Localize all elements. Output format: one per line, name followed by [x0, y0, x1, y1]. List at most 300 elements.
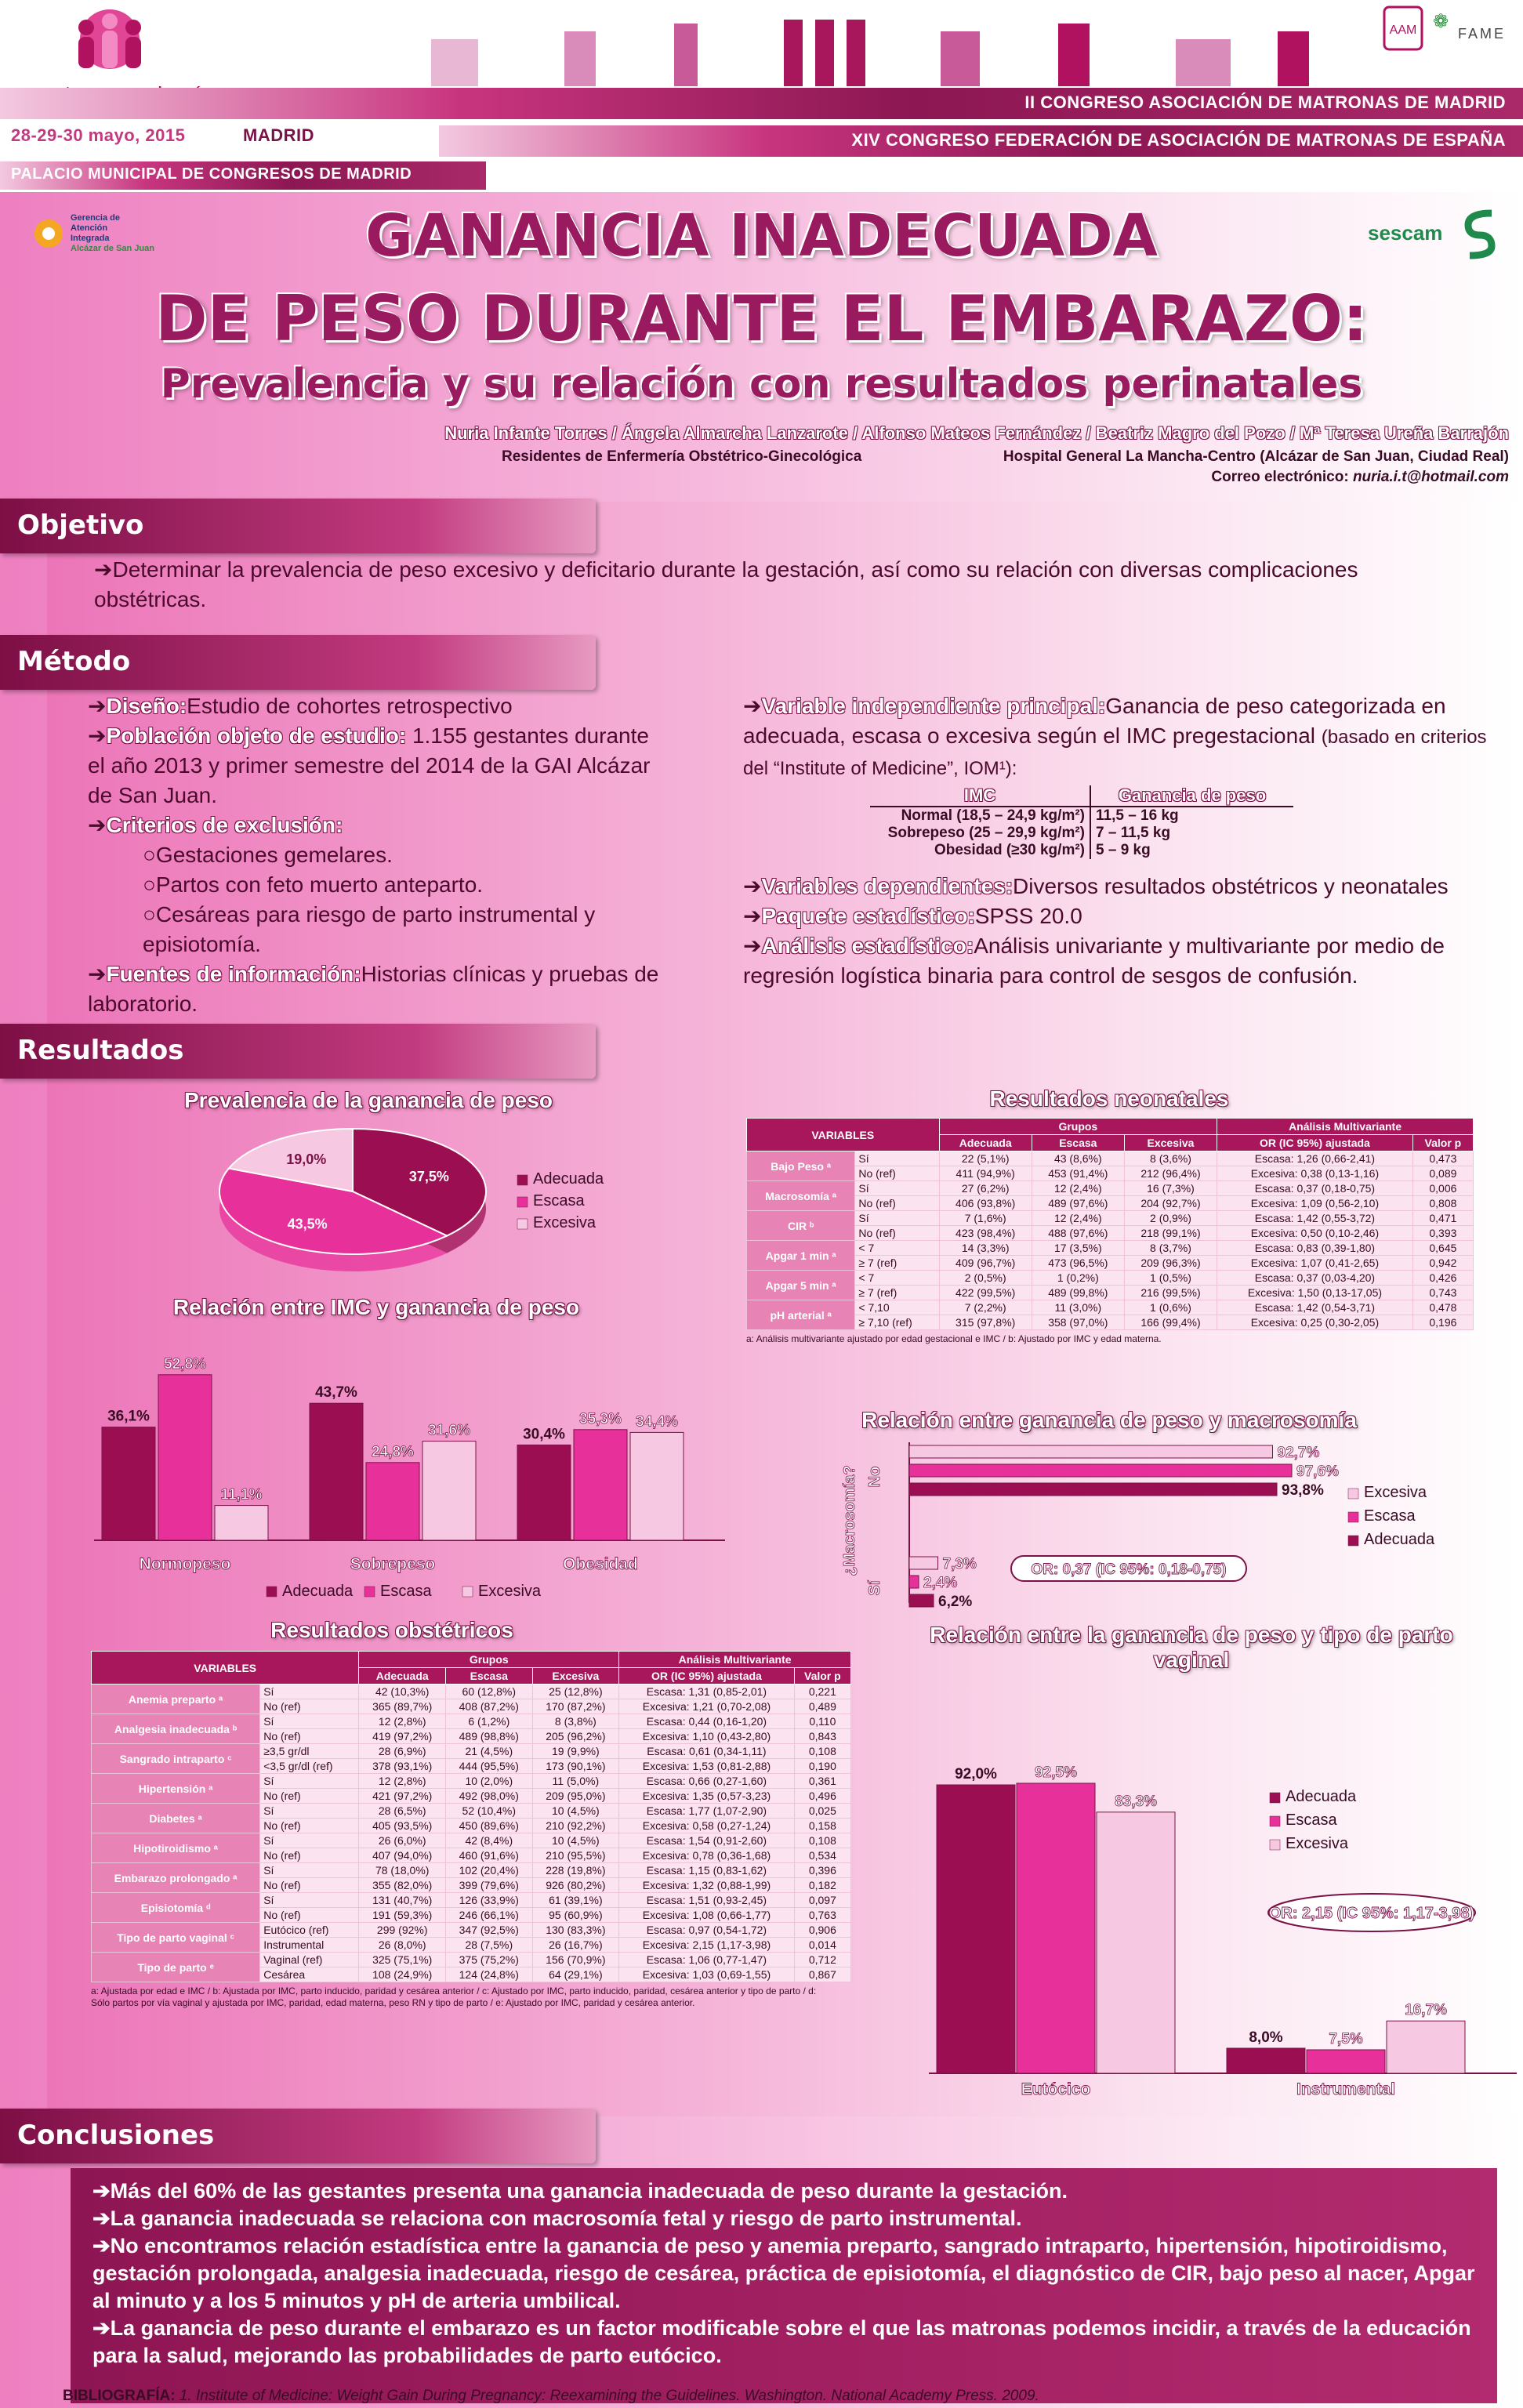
- bar-excesiva: [909, 1445, 1273, 1458]
- value-cell: 488 (97,6%): [1032, 1226, 1124, 1241]
- subheader-cell: Escasa: [446, 1668, 533, 1685]
- criterio-1-text: Gestaciones gemelares.: [155, 843, 393, 867]
- value-cell: Escasa: 0,37 (0,03-4,20): [1217, 1271, 1413, 1286]
- table-row: [747, 1315, 1474, 1330]
- conclusion-text: Más del 60% de las gestantes presenta una ganancia inadecuada de peso durante la gestación.: [110, 2179, 1068, 2203]
- table-row: [92, 1685, 851, 1699]
- table-row: [747, 1271, 1474, 1286]
- objetivo-sentence: Determinar la prevalencia de peso excesivo y deficitario durante la gestación, así como su relación con diversas complicaciones obstétricas.: [94, 557, 1358, 611]
- table-row: [747, 1226, 1474, 1241]
- value-cell: 12 (2,8%): [359, 1774, 446, 1789]
- value-cell: 355 (82,0%): [359, 1878, 446, 1893]
- title-line-1: GANANCIA INADECUADA: [365, 202, 1158, 270]
- value-cell: 26 (8,0%): [359, 1938, 446, 1953]
- subheader-cell: Adecuada: [359, 1668, 446, 1685]
- subheader-cell: Excesiva: [1124, 1135, 1217, 1151]
- bar-adecuada: [937, 1785, 1015, 2073]
- paquete-row: [743, 901, 1496, 931]
- or-annotation: OR: 2,15 (IC 95%: 1,17-3,98): [1268, 1905, 1475, 1922]
- city: MADRID: [243, 125, 314, 145]
- table-row: [92, 1774, 851, 1789]
- fuentes-value: Historias clínicas y pruebas de laboratorio.: [88, 962, 659, 1016]
- value-cell: 6 (1,2%): [446, 1714, 533, 1729]
- value-cell: Excesiva: 1,08 (0,66-1,77): [619, 1908, 795, 1923]
- header-grupos: Grupos: [359, 1652, 619, 1668]
- bar-data-label: 83,3%: [1115, 1793, 1157, 1810]
- category-label: Normopeso: [139, 1555, 231, 1573]
- table-row: [747, 1300, 1474, 1315]
- value-cell: 406 (93,8%): [939, 1196, 1032, 1211]
- level-cell: ≥ 7 (ref): [855, 1286, 939, 1300]
- table-row: [747, 1196, 1474, 1211]
- conclusion-text: La ganancia de peso durante el embarazo es un factor modificable sobre el que las matronas podemos incidir, a través de la educación para la salud, mejorando las probabilidades de parto eutócico.: [92, 2316, 1471, 2367]
- bar-excesiva: [630, 1432, 684, 1540]
- value-cell: 126 (33,9%): [446, 1893, 533, 1908]
- bar-adecuada: [517, 1445, 571, 1540]
- value-cell: Escasa: 1,26 (0,66-2,41): [1217, 1151, 1413, 1166]
- bar-data-label: 92,7%: [1277, 1445, 1320, 1461]
- value-cell: 102 (20,4%): [446, 1863, 533, 1878]
- level-cell: < 7: [855, 1241, 939, 1256]
- value-cell: 0,489: [794, 1699, 850, 1714]
- value-cell: Escasa: 1,06 (0,77-1,47): [619, 1953, 795, 1967]
- criterios-label: Criterios de exclusión:: [106, 813, 343, 837]
- level-cell: < 7,10: [855, 1300, 939, 1315]
- pie-title: Prevalencia de la ganancia de peso: [184, 1088, 553, 1112]
- value-cell: 28 (6,9%): [359, 1744, 446, 1759]
- level-cell: Sí: [260, 1714, 359, 1729]
- bar-adecuada: [1227, 2048, 1305, 2073]
- value-cell: 460 (91,6%): [446, 1848, 533, 1863]
- legend-swatch: [517, 1175, 528, 1185]
- value-cell: 8 (3,8%): [532, 1714, 619, 1729]
- level-cell: No (ref): [260, 1908, 359, 1923]
- criterio-3: ○Cesáreas para riesgo de parto instrumental y episiotomía.: [143, 902, 596, 956]
- value-cell: 0,393: [1412, 1226, 1473, 1241]
- variable-cell: Tipo de parto vaginal ᶜ: [92, 1923, 260, 1953]
- value-cell: 407 (94,0%): [359, 1848, 446, 1863]
- analisis-value: Análisis univariante y multivariante por medio de regresión logística binaria para control de sesgos de confusión.: [743, 934, 1445, 988]
- value-cell: 347 (92,5%): [446, 1923, 533, 1938]
- table-row: [92, 1953, 851, 1967]
- value-cell: 2 (0,9%): [1124, 1211, 1217, 1226]
- gai-line-3: Integrada: [71, 234, 110, 243]
- value-cell: 405 (93,5%): [359, 1819, 446, 1833]
- bar-adecuada: [909, 1594, 934, 1607]
- value-cell: 0,843: [794, 1729, 850, 1744]
- level-cell: Sí: [855, 1211, 939, 1226]
- table-row: [92, 1923, 851, 1938]
- value-cell: 17 (3,5%): [1032, 1241, 1124, 1256]
- arrow-icon: ➔: [88, 723, 107, 748]
- value-cell: 61 (39,1%): [532, 1893, 619, 1908]
- authors: Nuria Infante Torres / Ángela Almarcha Lanzarote / Alfonso Mateos Fernández / Beatriz Magro del Pozo / Mª Teresa Ureña Barrajón: [444, 423, 1509, 443]
- arrow-icon: ➔: [92, 2316, 111, 2340]
- section-objetivo: Objetivo: [0, 499, 596, 553]
- value-cell: 489 (99,8%): [1032, 1286, 1124, 1300]
- value-cell: 422 (99,5%): [939, 1286, 1032, 1300]
- value-cell: Excesiva: 1,07 (0,41-2,65): [1217, 1256, 1413, 1271]
- value-cell: 205 (96,2%): [532, 1729, 619, 1744]
- value-cell: 130 (83,3%): [532, 1923, 619, 1938]
- legend-label: Escasa: [1364, 1507, 1416, 1525]
- var-dep-value: Diversos resultados obstétricos y neonatales: [1013, 874, 1449, 898]
- bar-excesiva: [1387, 2021, 1465, 2073]
- value-cell: Escasa: 0,83 (0,39-1,80): [1217, 1241, 1413, 1256]
- women-silhouettes-icon: [31, 4, 204, 82]
- value-cell: Escasa: 0,37 (0,18-0,75): [1217, 1181, 1413, 1196]
- bar-excesiva: [422, 1442, 476, 1540]
- y-axis-title: ¿Macrosomía?: [841, 1465, 858, 1576]
- value-cell: 42 (10,3%): [359, 1685, 446, 1699]
- bibliografia-label: BIBLIOGRAFÍA:: [63, 2388, 176, 2404]
- bar-adecuada: [310, 1403, 363, 1540]
- imc-row: [870, 807, 1293, 825]
- aam-emblem-icon: [1380, 4, 1427, 53]
- bar-adecuada: [102, 1427, 155, 1540]
- header-multivariante: Análisis Multivariante: [619, 1652, 851, 1668]
- level-cell: Sí: [855, 1151, 939, 1166]
- category-label: No: [866, 1466, 883, 1488]
- svg-text:AAM: AAM: [1389, 24, 1417, 37]
- bar-data-label: 7,3%: [942, 1556, 977, 1572]
- table-row: [92, 1833, 851, 1848]
- level-cell: No (ref): [260, 1699, 359, 1714]
- table-row: [92, 1893, 851, 1908]
- imc-cell: Normal (18,5 – 24,9 kg/m²): [901, 807, 1085, 824]
- legend-label: Adecuada: [1364, 1531, 1435, 1548]
- value-cell: 0,006: [1412, 1181, 1473, 1196]
- value-cell: 26 (6,0%): [359, 1833, 446, 1848]
- value-cell: 419 (97,2%): [359, 1729, 446, 1744]
- value-cell: 166 (99,4%): [1124, 1315, 1217, 1330]
- conclusion-item: [92, 2178, 1475, 2205]
- value-cell: Escasa: 0,66 (0,27-1,60): [619, 1774, 795, 1789]
- value-cell: 1 (0,6%): [1124, 1300, 1217, 1315]
- bar-escasa: [158, 1375, 212, 1540]
- value-cell: 12 (2,4%): [1032, 1181, 1124, 1196]
- legend-swatch: [517, 1197, 528, 1207]
- subheader-cell: Adecuada: [939, 1135, 1032, 1151]
- variable-cell: Apgar 5 min ᵃ: [747, 1271, 855, 1300]
- table-header-row: [747, 1119, 1474, 1135]
- imc-header-imc: IMC: [963, 785, 996, 805]
- section-metodo: Método: [0, 635, 596, 690]
- conclusion-text: La ganancia inadecuada se relaciona con macrosomía fetal y riesgo de parto instrumental.: [110, 2207, 1022, 2230]
- pie-data-label: 43,5%: [287, 1216, 328, 1232]
- variable-cell: Macrosomía ᵃ: [747, 1181, 855, 1211]
- imc-header-gain: Ganancia de peso: [1090, 785, 1293, 806]
- value-cell: 365 (89,7%): [359, 1699, 446, 1714]
- value-cell: 399 (79,6%): [446, 1878, 533, 1893]
- value-cell: 16 (7,3%): [1124, 1181, 1217, 1196]
- value-cell: Escasa: 1,54 (0,91-2,60): [619, 1833, 795, 1848]
- value-cell: 218 (99,1%): [1124, 1226, 1217, 1241]
- category-label: Eutócico: [1021, 2080, 1091, 2098]
- variable-cell: Embarazo prolongado ᵃ: [92, 1863, 260, 1893]
- legend-swatch: [1270, 1840, 1280, 1850]
- value-cell: Excesiva: 0,58 (0,27-1,24): [619, 1819, 795, 1833]
- table-row: [747, 1166, 1474, 1181]
- value-cell: 0,089: [1412, 1166, 1473, 1181]
- variable-cell: Apgar 1 min ᵃ: [747, 1241, 855, 1271]
- congress-logo: [31, 4, 204, 82]
- imc-cell: Obesidad (≥30 kg/m²): [934, 842, 1085, 858]
- value-cell: 52 (10,4%): [446, 1804, 533, 1819]
- dates: 28-29-30 mayo, 2015: [11, 125, 186, 145]
- sescam-text: sescam: [1368, 221, 1443, 245]
- value-cell: 0,361: [794, 1774, 850, 1789]
- value-cell: 108 (24,9%): [359, 1967, 446, 1982]
- legend-label: Excesiva: [1364, 1484, 1427, 1501]
- value-cell: 0,108: [794, 1833, 850, 1848]
- value-cell: 0,743: [1412, 1286, 1473, 1300]
- arrow-icon: ➔: [743, 904, 762, 928]
- variable-cell: Tipo de parto ᵉ: [92, 1953, 260, 1982]
- congress-line-2: XIV CONGRESO FEDERACIÓN DE ASOCIACIÓN DE MATRONAS DE ESPAÑA: [851, 130, 1506, 150]
- variable-cell: Episiotomía ᵈ: [92, 1893, 260, 1923]
- table-row: [747, 1241, 1474, 1256]
- category-label: Obesidad: [563, 1555, 638, 1573]
- value-cell: Excesiva: 1,21 (0,70-2,08): [619, 1699, 795, 1714]
- variable-cell: Sangrado intraparto ᶜ: [92, 1744, 260, 1774]
- conclusion-item: [92, 2205, 1475, 2232]
- value-cell: Excesiva: 0,38 (0,13-1,16): [1217, 1166, 1413, 1181]
- value-cell: Escasa: 0,97 (0,54-1,72): [619, 1923, 795, 1938]
- value-cell: 22 (5,1%): [939, 1151, 1032, 1166]
- level-cell: No (ref): [855, 1196, 939, 1211]
- bar-escasa: [574, 1430, 627, 1540]
- obstetric-table: [91, 1651, 851, 1982]
- value-cell: Escasa: 1,42 (0,54-3,71): [1217, 1300, 1413, 1315]
- category-label: Sobrepeso: [350, 1555, 436, 1573]
- value-cell: 0,473: [1412, 1151, 1473, 1166]
- paquete-label: Paquete estadístico:: [761, 904, 975, 928]
- metodo-left: [88, 691, 668, 1019]
- table-row: [747, 1211, 1474, 1226]
- diseno-label: Diseño:: [106, 694, 187, 718]
- gai-line-2: Atención: [71, 223, 108, 233]
- email[interactable]: nuria.i.t@hotmail.com: [1352, 469, 1509, 485]
- var-indep-row: [743, 691, 1496, 784]
- value-cell: 246 (66,1%): [446, 1908, 533, 1923]
- value-cell: Escasa: 1,51 (0,93-2,45): [619, 1893, 795, 1908]
- value-cell: Excesiva: 0,25 (0,30-2,05): [1217, 1315, 1413, 1330]
- arrow-icon: ➔: [88, 962, 107, 986]
- value-cell: 0,426: [1412, 1271, 1473, 1286]
- fame-icon: ❁: [1433, 11, 1449, 32]
- value-cell: 19 (9,9%): [532, 1744, 619, 1759]
- header-variables: VARIABLES: [92, 1652, 359, 1685]
- bar-data-label: 92,0%: [955, 1766, 997, 1782]
- obst-title: Resultados obstétricos: [270, 1618, 513, 1642]
- value-cell: Excesiva: 1,50 (0,13-17,05): [1217, 1286, 1413, 1300]
- value-cell: 212 (96,4%): [1124, 1166, 1217, 1181]
- bar-escasa: [1307, 2050, 1385, 2073]
- bar-excesiva: [1097, 1812, 1175, 2073]
- value-cell: 170 (87,2%): [532, 1699, 619, 1714]
- arrow-icon: ➔: [88, 694, 107, 718]
- variable-cell: Anemia preparto ᵃ: [92, 1685, 260, 1714]
- criterio-2: ○Partos con feto muerto anteparto.: [143, 872, 484, 897]
- parto-title: Relación entre la ganancia de peso y tipo de parto vaginal: [930, 1623, 1453, 1672]
- level-cell: No (ref): [260, 1729, 359, 1744]
- value-cell: 0,906: [794, 1923, 850, 1938]
- value-cell: 210 (95,5%): [532, 1848, 619, 1863]
- table-row: [92, 1804, 851, 1819]
- value-cell: 8 (3,6%): [1124, 1151, 1217, 1166]
- imc-header-row: [870, 785, 1293, 807]
- poblacion-row: [88, 721, 668, 811]
- diseno-row: [88, 691, 668, 721]
- value-cell: 0,014: [794, 1938, 850, 1953]
- table-row: [92, 1744, 851, 1759]
- variable-cell: Analgesia inadecuada ᵇ: [92, 1714, 260, 1744]
- variable-cell: CIR ᵇ: [747, 1211, 855, 1241]
- value-cell: 209 (96,3%): [1124, 1256, 1217, 1271]
- pie-data-label: 37,5%: [408, 1169, 449, 1185]
- value-cell: 27 (6,2%): [939, 1181, 1032, 1196]
- level-cell: No (ref): [260, 1878, 359, 1893]
- subheader-cell: Valor p: [794, 1668, 850, 1685]
- arrow-icon: ➔: [92, 2207, 111, 2230]
- analisis-row: [743, 931, 1496, 991]
- level-cell: Instrumental: [260, 1938, 359, 1953]
- bibliografia: [63, 2388, 1039, 2405]
- value-cell: 0,645: [1412, 1241, 1473, 1256]
- value-cell: Excesiva: 1,03 (0,69-1,55): [619, 1967, 795, 1982]
- value-cell: 28 (7,5%): [446, 1938, 533, 1953]
- value-cell: 7 (2,2%): [939, 1300, 1032, 1315]
- value-cell: 14 (3,3%): [939, 1241, 1032, 1256]
- bar-data-label: 97,6%: [1296, 1463, 1339, 1480]
- value-cell: 0,190: [794, 1759, 850, 1774]
- bar-data-label: 30,4%: [523, 1426, 565, 1443]
- fuentes-row: [88, 959, 668, 1019]
- value-cell: 28 (6,5%): [359, 1804, 446, 1819]
- arrow-icon: ➔: [743, 874, 762, 898]
- email-line: [1211, 469, 1509, 486]
- table-row: [92, 1863, 851, 1878]
- value-cell: 423 (98,4%): [939, 1226, 1032, 1241]
- value-cell: Excesiva: 1,53 (0,81-2,88): [619, 1759, 795, 1774]
- level-cell: No (ref): [260, 1848, 359, 1863]
- bar-data-label: 34,4%: [636, 1413, 678, 1431]
- value-cell: 11 (5,0%): [532, 1774, 619, 1789]
- legend-label: Adecuada: [1285, 1788, 1357, 1805]
- table-row: [747, 1151, 1474, 1166]
- level-cell: Sí: [855, 1181, 939, 1196]
- macrosomia-chart: [831, 1434, 1481, 1610]
- macro-title: Relación entre ganancia de peso y macrosomía: [861, 1408, 1357, 1432]
- variable-cell: Hipertensión ᵃ: [92, 1774, 260, 1804]
- value-cell: 0,110: [794, 1714, 850, 1729]
- bar-escasa: [909, 1576, 919, 1588]
- value-cell: 78 (18,0%): [359, 1863, 446, 1878]
- value-cell: Escasa: 0,44 (0,16-1,20): [619, 1714, 795, 1729]
- arrow-icon: ➔: [92, 2179, 111, 2203]
- neonatal-note: a: Análisis multivariante ajustado por edad gestacional e IMC / b: Ajustado por IMC y edad materna.: [746, 1333, 1162, 1344]
- hospital: Hospital General La Mancha-Centro (Alcázar de San Juan, Ciudad Real): [1003, 448, 1509, 465]
- neonatal-table-wrap: [746, 1118, 1474, 1345]
- title-line-3: Prevalencia y su relación con resultados perinatales: [160, 361, 1363, 408]
- value-cell: 409 (96,7%): [939, 1256, 1032, 1271]
- value-cell: 1 (0,5%): [1124, 1271, 1217, 1286]
- table-row: [747, 1286, 1474, 1300]
- bibliografia-text: 1. Institute of Medicine: Weight Gain During Pregnancy: Reexamining the Guidelines. Washington. National Academy Press. 2009.: [179, 2388, 1039, 2404]
- gai-line-1: Gerencia de: [71, 213, 120, 223]
- imc-chart-title: Relación entre IMC y ganancia de peso: [172, 1295, 580, 1319]
- value-cell: 2 (0,5%): [939, 1271, 1032, 1286]
- fuentes-label: Fuentes de información:: [106, 962, 361, 986]
- value-cell: 228 (19,8%): [532, 1863, 619, 1878]
- gai-line-4: Alcázar de San Juan: [71, 244, 154, 253]
- value-cell: 489 (97,6%): [1032, 1196, 1124, 1211]
- level-cell: No (ref): [855, 1166, 939, 1181]
- bar-escasa: [1017, 1783, 1095, 2073]
- value-cell: 10 (2,0%): [446, 1774, 533, 1789]
- criterio-3-text: Cesáreas para riesgo de parto instrumental y episiotomía.: [143, 902, 596, 956]
- conclusion-item: [92, 2315, 1475, 2370]
- level-cell: Cesárea: [260, 1967, 359, 1982]
- legend-label: Escasa: [533, 1192, 585, 1209]
- bar-escasa: [366, 1463, 419, 1540]
- value-cell: 131 (40,7%): [359, 1893, 446, 1908]
- level-cell: Sí: [260, 1893, 359, 1908]
- section-resultados: Resultados: [0, 1024, 596, 1079]
- bar-data-label: 7,5%: [1329, 2031, 1363, 2047]
- arrow-icon: ➔: [92, 2234, 111, 2258]
- value-cell: Escasa: 0,61 (0,34-1,11): [619, 1744, 795, 1759]
- value-cell: Excesiva: 2,15 (1,17-3,98): [619, 1938, 795, 1953]
- level-cell: Vaginal (ref): [260, 1953, 359, 1967]
- analisis-label: Análisis estadístico:: [761, 934, 974, 958]
- bar-data-label: 35,3%: [579, 1410, 622, 1427]
- value-cell: 489 (98,8%): [446, 1729, 533, 1744]
- legend-swatch: [364, 1587, 375, 1597]
- level-cell: Sí: [260, 1685, 359, 1699]
- congress-line-1: II CONGRESO ASOCIACIÓN DE MATRONAS DE MADRID: [1024, 92, 1506, 112]
- value-cell: 60 (12,8%): [446, 1685, 533, 1699]
- parto-vaginal-chart: [917, 1685, 1481, 2098]
- bar-data-label: 8,0%: [1249, 2029, 1283, 2046]
- var-dep-row: [743, 872, 1496, 901]
- objetivo-text: [94, 555, 1442, 615]
- value-cell: 1 (0,2%): [1032, 1271, 1124, 1286]
- value-cell: 325 (75,1%): [359, 1953, 446, 1967]
- value-cell: 450 (89,6%): [446, 1819, 533, 1833]
- arrow-icon: ➔: [743, 694, 762, 718]
- value-cell: 0,025: [794, 1804, 850, 1819]
- level-cell: < 7: [855, 1271, 939, 1286]
- legend-label: Escasa: [380, 1583, 432, 1600]
- criterios-row: [88, 811, 668, 840]
- imc-table: [870, 785, 1293, 859]
- value-cell: Escasa: 1,42 (0,55-3,72): [1217, 1211, 1413, 1226]
- imc-row: [870, 825, 1293, 842]
- level-cell: No (ref): [855, 1226, 939, 1241]
- bar-data-label: 92,5%: [1035, 1764, 1077, 1781]
- value-cell: 358 (97,0%): [1032, 1315, 1124, 1330]
- poblacion-label: Población objeto de estudio:: [106, 723, 407, 748]
- value-cell: 411 (94,9%): [939, 1166, 1032, 1181]
- bar-data-label: 36,1%: [107, 1408, 150, 1425]
- poblacion-value: 1.155 gestantes durante el año 2013 y primer semestre del 2014 de la GAI Alcázar de San Juan.: [88, 723, 651, 807]
- fame-text: FAME: [1458, 26, 1507, 42]
- value-cell: 0,496: [794, 1789, 850, 1804]
- value-cell: 0,182: [794, 1878, 850, 1893]
- legend-label: Excesiva: [533, 1214, 597, 1231]
